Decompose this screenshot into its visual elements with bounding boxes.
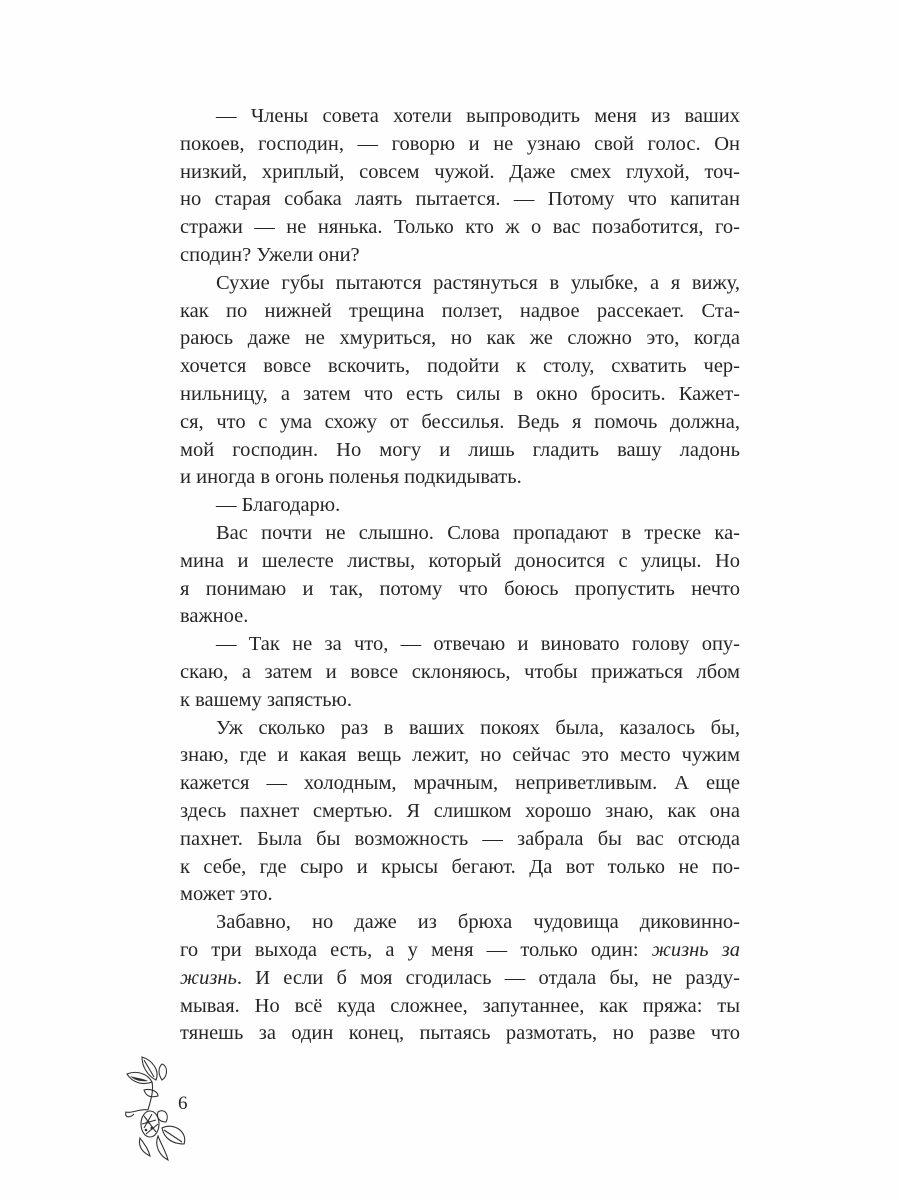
line-text: Сухие губы пытаются растянуться в улыбке, а я вижу,: [216, 271, 740, 294]
text-line: [180, 909, 740, 937]
text-line: [180, 1020, 740, 1048]
line-text: нильницу, а затем что есть силы в окно бросить. Кажет-: [180, 382, 740, 405]
line-text: — Члены совета хотели выпроводить меня из ваших: [216, 105, 740, 127]
line-text: к вашему запястью.: [180, 688, 352, 711]
text-line: [180, 631, 740, 659]
line-text: здесь пахнет смертью. Я слишком хорошо знаю, как она: [180, 799, 740, 822]
text-line: [180, 437, 740, 465]
line-text: ся, что с ума схожу от бессилья. Ведь я помочь должна,: [180, 410, 740, 433]
text-line: [180, 548, 740, 576]
line-text: знаю, где и какая вещь лежит, но сейчас это место чужим: [180, 744, 740, 767]
text-line: [180, 270, 740, 298]
line-text: — Благодарю.: [216, 494, 341, 517]
line-text: покоев, господин, — говорю и не узнаю свой голос. Он: [180, 132, 740, 155]
line-text: низкий, хриплый, совсем чужой. Даже смех глухой, точ-: [180, 160, 740, 183]
text-line: [180, 965, 740, 993]
line-text: может это.: [180, 883, 273, 906]
line-text: мывая. Но всё куда сложнее, запутаннее, как пряжа: ты: [180, 994, 740, 1017]
text-line: [180, 881, 740, 909]
text-line: [180, 520, 740, 548]
text-line: [180, 742, 740, 770]
line-text: мой господин. Но могу и лишь гладить вашу ладонь: [180, 438, 740, 461]
text-line: [180, 214, 740, 242]
line-text: важное.: [180, 605, 249, 628]
italic-text: жизнь за: [651, 938, 740, 961]
line-text: но старая собака лаять пытается. — Потому что капитан: [180, 188, 740, 211]
line-text: хочется вовсе вскочить, подойти к столу, схватить чер-: [180, 355, 740, 378]
text-line: [180, 993, 740, 1021]
text-line: [180, 492, 740, 520]
line-text: го три выхода есть, а у меня — только один:: [180, 938, 652, 961]
text-line: [180, 687, 740, 715]
text-line: [180, 242, 740, 270]
text-line: [180, 826, 740, 854]
line-text: к себе, где сыро и крысы бегают. Да вот только не по-: [180, 855, 740, 878]
text-line: [180, 937, 740, 965]
text-line: [180, 381, 740, 409]
text-line: [180, 770, 740, 798]
text-line: [180, 409, 740, 437]
line-text: я понимаю и так, потому что боюсь пропустить нечто: [180, 577, 740, 600]
text-line: [180, 103, 740, 131]
text-line: [180, 186, 740, 214]
line-text: как по нижней трещина ползет, надвое рассекает. Ста-: [180, 299, 740, 322]
text-line: [180, 131, 740, 159]
text-line: [180, 325, 740, 353]
text-line: [180, 659, 740, 687]
text-line: [180, 159, 740, 187]
text-line: [180, 603, 740, 631]
line-text: мина и шелесте листвы, который доносится с улицы. Но: [180, 549, 740, 572]
text-line: [180, 715, 740, 743]
page-number: 6: [178, 1093, 188, 1114]
line-text: Забавно, но даже из брюха чудовища диковинно-: [216, 911, 740, 934]
line-text: сподин? Ужели они?: [180, 243, 360, 266]
line-text: и иногда в огонь поленья подкидывать.: [180, 466, 522, 489]
text-line: [180, 798, 740, 826]
line-text: кажется — холодным, мрачным, неприветливым. А еще: [180, 772, 740, 795]
text-line: [180, 854, 740, 882]
italic-text: жизнь: [180, 966, 237, 989]
text-line: [180, 464, 740, 492]
line-text: стражи — не нянька. Только кто ж о вас позаботится, го-: [180, 216, 740, 239]
text-line: [180, 576, 740, 604]
text-line: [180, 298, 740, 326]
body-text: [180, 103, 740, 1048]
line-text: пахнет. Была бы возможность — забрала бы вас отсюда: [180, 827, 740, 850]
line-text: — Так не за что, — отвечаю и виновато голову опу-: [216, 633, 740, 656]
line-text: скаю, а затем и вовсе склоняюсь, чтобы прижаться лбом: [180, 660, 740, 683]
line-text: тянешь за один конец, пытаясь размотать, но разве что: [180, 1022, 740, 1045]
line-text: Вас почти не слышно. Слова пропадают в треске ка-: [216, 521, 740, 544]
line-text: . И если б моя сгодилась — отдала бы, не разду-: [236, 966, 740, 989]
text-line: [180, 353, 740, 381]
line-text: раюсь даже не хмуриться, но как же сложно это, когда: [180, 327, 740, 350]
line-text: Уж сколько раз в ваших покоях была, казалось бы,: [216, 716, 740, 739]
